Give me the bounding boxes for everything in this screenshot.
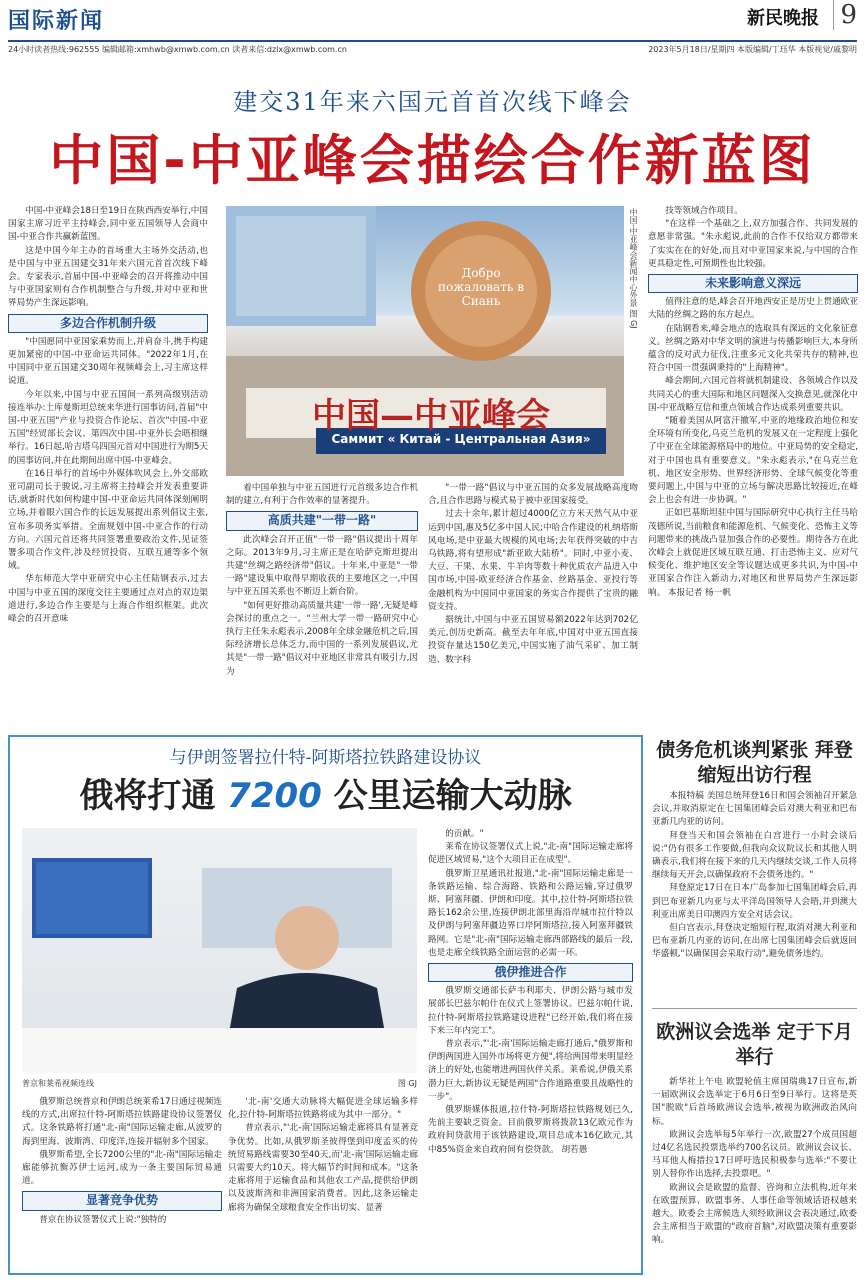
paragraph: 过去十余年,累计超过4000亿立方米天然气从中亚运到中国,惠及5亿多中国人民;中哈合作建设的札纳塔斯风电场,是中亚最大规模的风电场;去年获得突破的中吉乌铁路,将有望形成"新亚欧大陆桥"。同时,中亚小麦、大豆、干果、水果、牛羊肉等数十种优质农产品进入中国市场,中国-欧亚经济合作基金、丝路基金、亚投行等金融机构为中国同中亚国家的务实合作提供了宝贵的融资支持。 <box>428 509 638 612</box>
photo-sign-cn: 中国—中亚峰会 <box>312 396 550 436</box>
paragraph: 俄罗斯卫星通讯社报道,"北-南"国际运输走廊是一条铁路运输、综合海路、铁路和公路运输,穿过俄罗斯、阿塞拜疆、伊朗和印度。其中,拉什特-阿斯塔拉铁路长162余公里,连接伊朗北部里海沿岸城市拉什特以及伊朗与阿塞拜疆边界口岸阿斯塔拉,接入阿塞拜疆铁路网。它是"北-南"国际运输走廊西部路线的最后一段,也是走廊全线铁路全面运营的必需一环。 <box>428 868 633 958</box>
russia-column-c <box>428 828 633 1268</box>
paragraph: 本报特稿 美国总统拜登16日和国会领袖召开紧急会议,并取消原定在七国集团峰会后对澳大利亚和巴布亚新几内亚的访问。 <box>652 791 857 828</box>
reader-hotline: 24小时读者热线:962555 编辑邮箱:xmhwb@xmwb.com.cn 读者来信:dzlx@xmwb.com.cn <box>8 45 347 54</box>
paragraph: 正如巴基斯坦驻中国与国际研究中心执行主任马哈茂德所说,当前粮食和能源危机、气候变化、恐怖主义等问题带来的挑战凸显加强合作的必要性。期待各方在此次峰会上就促进区域互联互通、打击恐怖主义、应对气候变化、维护地区安全等议题达成更多共识,为中国-中亚国家合作注入新动力,对地区和世界局势产生深远影响。 本报记者 杨一帆 <box>648 508 858 598</box>
russia-column-b <box>228 1096 418 1268</box>
paragraph: 在陆钢看来,峰会地点的选取具有深远的文化象征意义。丝绸之路对中华文明的演进与传播影响巨大,本身所蕴含的反对武力征伐,注重多元文化共荣共存的精神,也符合中国一贯强调秉持的"上海精神"。 <box>648 323 858 374</box>
paragraph: 在16日举行的首场中外媒体吹风会上,外交部欧亚司副司长于骏说,习主席将主持峰会并发表重要讲话,就新时代如何构建中国-中亚命运共同体深刻阐明立场,并着眼六国合作的长远发展提出系列倡议主张,宣布多项务实举措。全面规划中国-中亚合作的行动方向。六国元首还将共同签署重要政治文件,见证签署多项合作文件,涉及经贸投资、互联互通等多个领域。 <box>8 468 208 572</box>
paragraph: 普京表示,"'北-南'国际运输走廊将具有显著竞争优势。比如,从俄罗斯圣彼得堡到印度孟买的传统贸易路线需要30至40天,而'北-南'国际运输走廊只需要大约10天。将大幅节约时间和成本。"这条走廊将用于运输食品和其他农工产品,提供给伊朗以及波斯湾和非洲国家消费者。因此,这条运输走廊将为确保全球粮食安全作出切实、显著 <box>228 1123 418 1213</box>
putin-photo-caption: 普京和莱希视频连线 <box>22 1079 94 1088</box>
putin-video-call-photo <box>22 828 417 1073</box>
info-line <box>8 40 857 54</box>
paragraph: 技等领域合作项目。 <box>665 206 743 216</box>
paragraph: 今年以来,中国与中亚五国间一系列高级别活动接连举办:土库曼斯坦总统来华进行国事访问,首届"中国-中亚五国"产业与投资合作论坛、首次"中国-中亚五国"经贸部长会议、第四次中国-中亚外长会晤相继举行。16日起,哈吉塔乌四国元首对中国进行为期5天的国事访问,并在此期间出席中国-中亚峰会。 <box>8 389 208 466</box>
russia-column-a <box>22 1096 222 1268</box>
paragraph: '北-南'交通大动脉将大幅促进全球运输多样化,拉什特-阿斯塔拉铁路将成为其中一部分。" <box>228 1097 418 1121</box>
summit-press-center-photo <box>226 206 624 476</box>
lead-headline: 中国-中亚峰会描绘合作新蓝图 <box>49 129 816 192</box>
newspaper-name: 新民晚报 <box>747 8 819 29</box>
divider <box>652 1008 857 1009</box>
paragraph: 普京表示,"'北-南'国际运输走廊打通后,"俄罗斯和伊朗两国进入国外市场将更方便",将给两国带来明显经济上的好处,也能增进两国伙伴关系。莱希说,伊俄关系潜力巨大,新协议无疑是两国"合作道路重要且战略性的一步"。 <box>428 1039 633 1102</box>
paragraph: 这是中国今年主办的首场重大主场外交活动,也是中国与中亚五国建交31年来六国元首首次线下峰会。专家表示,首届中国-中亚峰会的召开将推动中国与中亚国家则有合作机制整合与升级,并对中亚和世界局势产生深远影响。 <box>8 245 208 309</box>
lead-column-1 <box>8 205 208 727</box>
headline-number: 7200 <box>227 776 322 816</box>
date-editors: 2023年5月18日/星期四 本版编辑/丁珏华 本版视觉/戚黎明 <box>648 45 857 54</box>
subhead-cooperation: 俄伊推进合作 <box>428 963 633 982</box>
paragraph: "随着美国从阿富汗撤军,中亚的地缘政治地位和安全环境有所变化,乌克兰危机的发展又在一定程度上强化了中亚在全球能源格局中的地位。中亚局势的安全稳定,对于中国也具有重要意义。"朱永彪表示,"在乌克兰危机、地区安全形势、世界经济形势、全球气候变化等重要问题上,中国与中亚的立场与解决思路比较接近,在峰会上也会有进一步协调。" <box>648 416 858 506</box>
paragraph: 拜登原定17日在日本广岛参加七国集团峰会后,再到巴布亚新几内亚与太平洋岛国领导人会晤,并到澳大利亚出席美日印澳四方安全对话会议。 <box>652 883 857 920</box>
paragraph: 俄罗斯希望,全长7200公里的"北-南"国际运输走廊能够抗衡苏伊士运河,成为一条主要国际贸易通道。 <box>22 1149 222 1187</box>
paragraph: 据统计,中国与中亚五国贸易额2022年达到702亿美元,创历史新高。截至去年年底,中国对中亚五国直接投资存量达150亿美元,中国实施了油气采矿、加工制造、数字科 <box>428 615 638 665</box>
us-column <box>652 790 857 1002</box>
eu-column <box>652 1076 857 1272</box>
paragraph: 俄罗斯总统普京和伊朗总统莱希17日通过视频连线的方式,出席拉什特-阿斯塔拉铁路建设协议签署仪式。这条铁路将打通"北-南"国际运输走廊,从波罗的海到里海、波斯湾、印度洋,连接并辐射多个国家。 <box>22 1097 222 1147</box>
lead-column-2 <box>226 482 418 727</box>
photo-sign-ru: Саммит « Китай - Центральная Азия» <box>331 432 591 446</box>
headline-pre: 俄将打通 <box>79 776 216 816</box>
subhead-belt-road: 高质共建"一带一路" <box>226 511 418 530</box>
paragraph: "如何更好推动高质量共建'一带一路',无疑是峰会探讨的重点之一。"兰州大学一带一路研究中心执行主任朱永彪表示,2008年全球金融危机之后,国际经济增长总体乏力,而中国的一系列发展倡议,尤其是"一带一路"倡议对中亚地区非常具有吸引力,因为 <box>226 600 418 677</box>
paragraph: "中国愿同中亚国家乘势而上,并肩奋斗,携手构建更加紧密的中国-中亚命运共同体。"2022年1月,在中国同中亚五国建交30周年视频峰会上,习主席这样说道。 <box>8 336 208 387</box>
eu-headline: 欧洲议会选举 定于下月举行 <box>656 1021 853 1068</box>
headline-post: 公里运输大动脉 <box>333 776 572 816</box>
lead-column-4 <box>648 205 858 727</box>
lead-column-3 <box>428 482 638 727</box>
paragraph: 中国-中亚峰会18日至19日在陕西西安举行,中国国家主席习近平主持峰会,同中亚五国领导人会商中国-中亚合作共赢新蓝图。 <box>8 206 208 243</box>
us-headline: 债务危机谈判紧张 拜登缩短出访行程 <box>656 739 853 786</box>
page-number: 9 <box>833 0 857 30</box>
lead-kicker: 建交31年来六国元首首次线下峰会 <box>233 88 632 116</box>
section-title: 国际新闻 <box>8 9 105 34</box>
lead-photo-caption: 中国-中亚峰会新闻中心外景 图 GJ <box>629 208 638 329</box>
paragraph: "一带一路"倡议与中亚五国的众多发展战略高度吻合,且合作思路与模式易于被中亚国家接受。 <box>428 483 638 507</box>
russia-headline <box>8 768 643 817</box>
paragraph: 着中国单独与中亚五国进行元首级多边合作机制的建立,有利于合作效率的显著提升。 <box>226 483 418 507</box>
paragraph: 欧洲议会是欧盟的监督、咨询和立法机构,近年来在欧盟预算、欧盟事务、人事任命等领域话语权越来越大。欧委会主席候选人须经欧洲议会表决通过,欧委会主席相当于欧盟的"政府首脑",对欧盟决策有重要影响。 <box>652 1182 857 1246</box>
putin-photo-caption-row <box>22 1078 417 1089</box>
subhead-multilateral: 多边合作机制升级 <box>8 314 208 333</box>
paragraph: 值得注意的是,峰会召开地西安正是历史上贯通欧亚大陆的丝绸之路的东方起点。 <box>648 297 858 321</box>
paragraph: 此次峰会召开正值"一带一路"倡议提出十周年之际。2013年9月,习主席正是在哈萨克斯坦提出共建"丝绸之路经济带"倡议。十年来,中亚是"一带一路"建设集中取得早期收获的主要地区之一,中国与中亚五国关系也不断迈上新台阶。 <box>226 534 418 598</box>
paragraph: 峰会期间,六国元首将就机制建设、各领域合作以及共同关心的重大国际和地区问题深入交换意见,就深化中国-中亚战略互信和重点领域合作达成系列重要共识。 <box>648 376 858 413</box>
paragraph: 的贡献。" <box>445 829 484 839</box>
photo-illustration <box>22 828 417 1073</box>
paragraph: 莱希在协议签署仪式上说,"北-南"国际运输走廊将促进区域贸易,"这个大项目正在成型"。 <box>428 842 633 866</box>
paragraph: 新华社上午电 欧盟轮值主席国瑞典17日宣布,新一届欧洲议会选举定于6月6日至9日举行。这将是英国"脱欧"后首场欧洲议会选举,被视为欧洲政治风向标。 <box>652 1077 857 1127</box>
paragraph: 俄罗斯媒体报道,拉什特-阿斯塔拉铁路规划已久,先前主要缺乏资金。目前俄罗斯将拨款13亿欧元作为政府间贷款用于该铁路建设,项目总成本16亿欧元,其中85%资金来自政府间有偿贷款。 胡若愚 <box>428 1105 633 1155</box>
paragraph: 普京在协议签署仪式上说:"独特的 <box>39 1214 167 1225</box>
subhead-competitive: 显著竞争优势 <box>22 1191 222 1210</box>
paragraph: "在这样一个基础之上,双方加强合作、共同发展的意愿非常强。"朱永彪说,此前的合作不仅给双方都带来了实实在在的好处,而且对中亚国家来说,与中国的合作更具稳定性,可预期性也比较强。 <box>648 219 858 269</box>
masthead <box>8 0 857 38</box>
subhead-future: 未来影响意义深远 <box>648 274 858 293</box>
paragraph: 俄罗斯交通部长萨韦利耶夫、伊朗公路与城市发展部长巴兹尔帕什在仪式上签署协议。巴兹尔帕什说,拉什特-阿斯塔拉铁路建设进程"已经开始,我们将在接下来三年内完工"。 <box>428 986 633 1036</box>
paragraph: 欧洲议会选举每5年举行一次,欧盟27个成员国超过4亿名选民投票选举约700名议员。欧洲议会议长、马耳他人梅措拉17日呼吁选民积极参与选举:"不要让别人替你作出选择,去投票吧。" <box>652 1129 857 1180</box>
paragraph: 但白宫表示,拜登决定缩短行程,取消对澳大利亚和巴布亚新几内亚的访问,在出席七国集团峰会后就返回华盛顿,"以确保国会采取行动",避免债务违约。 <box>652 923 857 960</box>
paragraph: 华东师范大学中亚研究中心主任陆钢表示,过去中国与中亚五国的深度交往主要通过点对点的双边渠道进行,多边合作主要是与上海合作组织框架。此次峰会的召开意味 <box>8 574 208 625</box>
paragraph: 拜登当天和国会领袖在白宫进行一小时会谈后说:"仍有很多工作要做,但我向众议院议长和其他人明确表示,我们将在接下来的几天内继续交谈,工作人员将继续每天开会,以确保政府不会债务违约。" <box>652 830 857 881</box>
photo-sign-welcome: Добро пожаловать в Сиань <box>438 266 524 308</box>
russia-kicker: 与伊朗签署拉什特-阿斯塔拉铁路建设协议 <box>169 748 482 768</box>
putin-photo-credit: 图 GJ <box>397 1079 417 1088</box>
